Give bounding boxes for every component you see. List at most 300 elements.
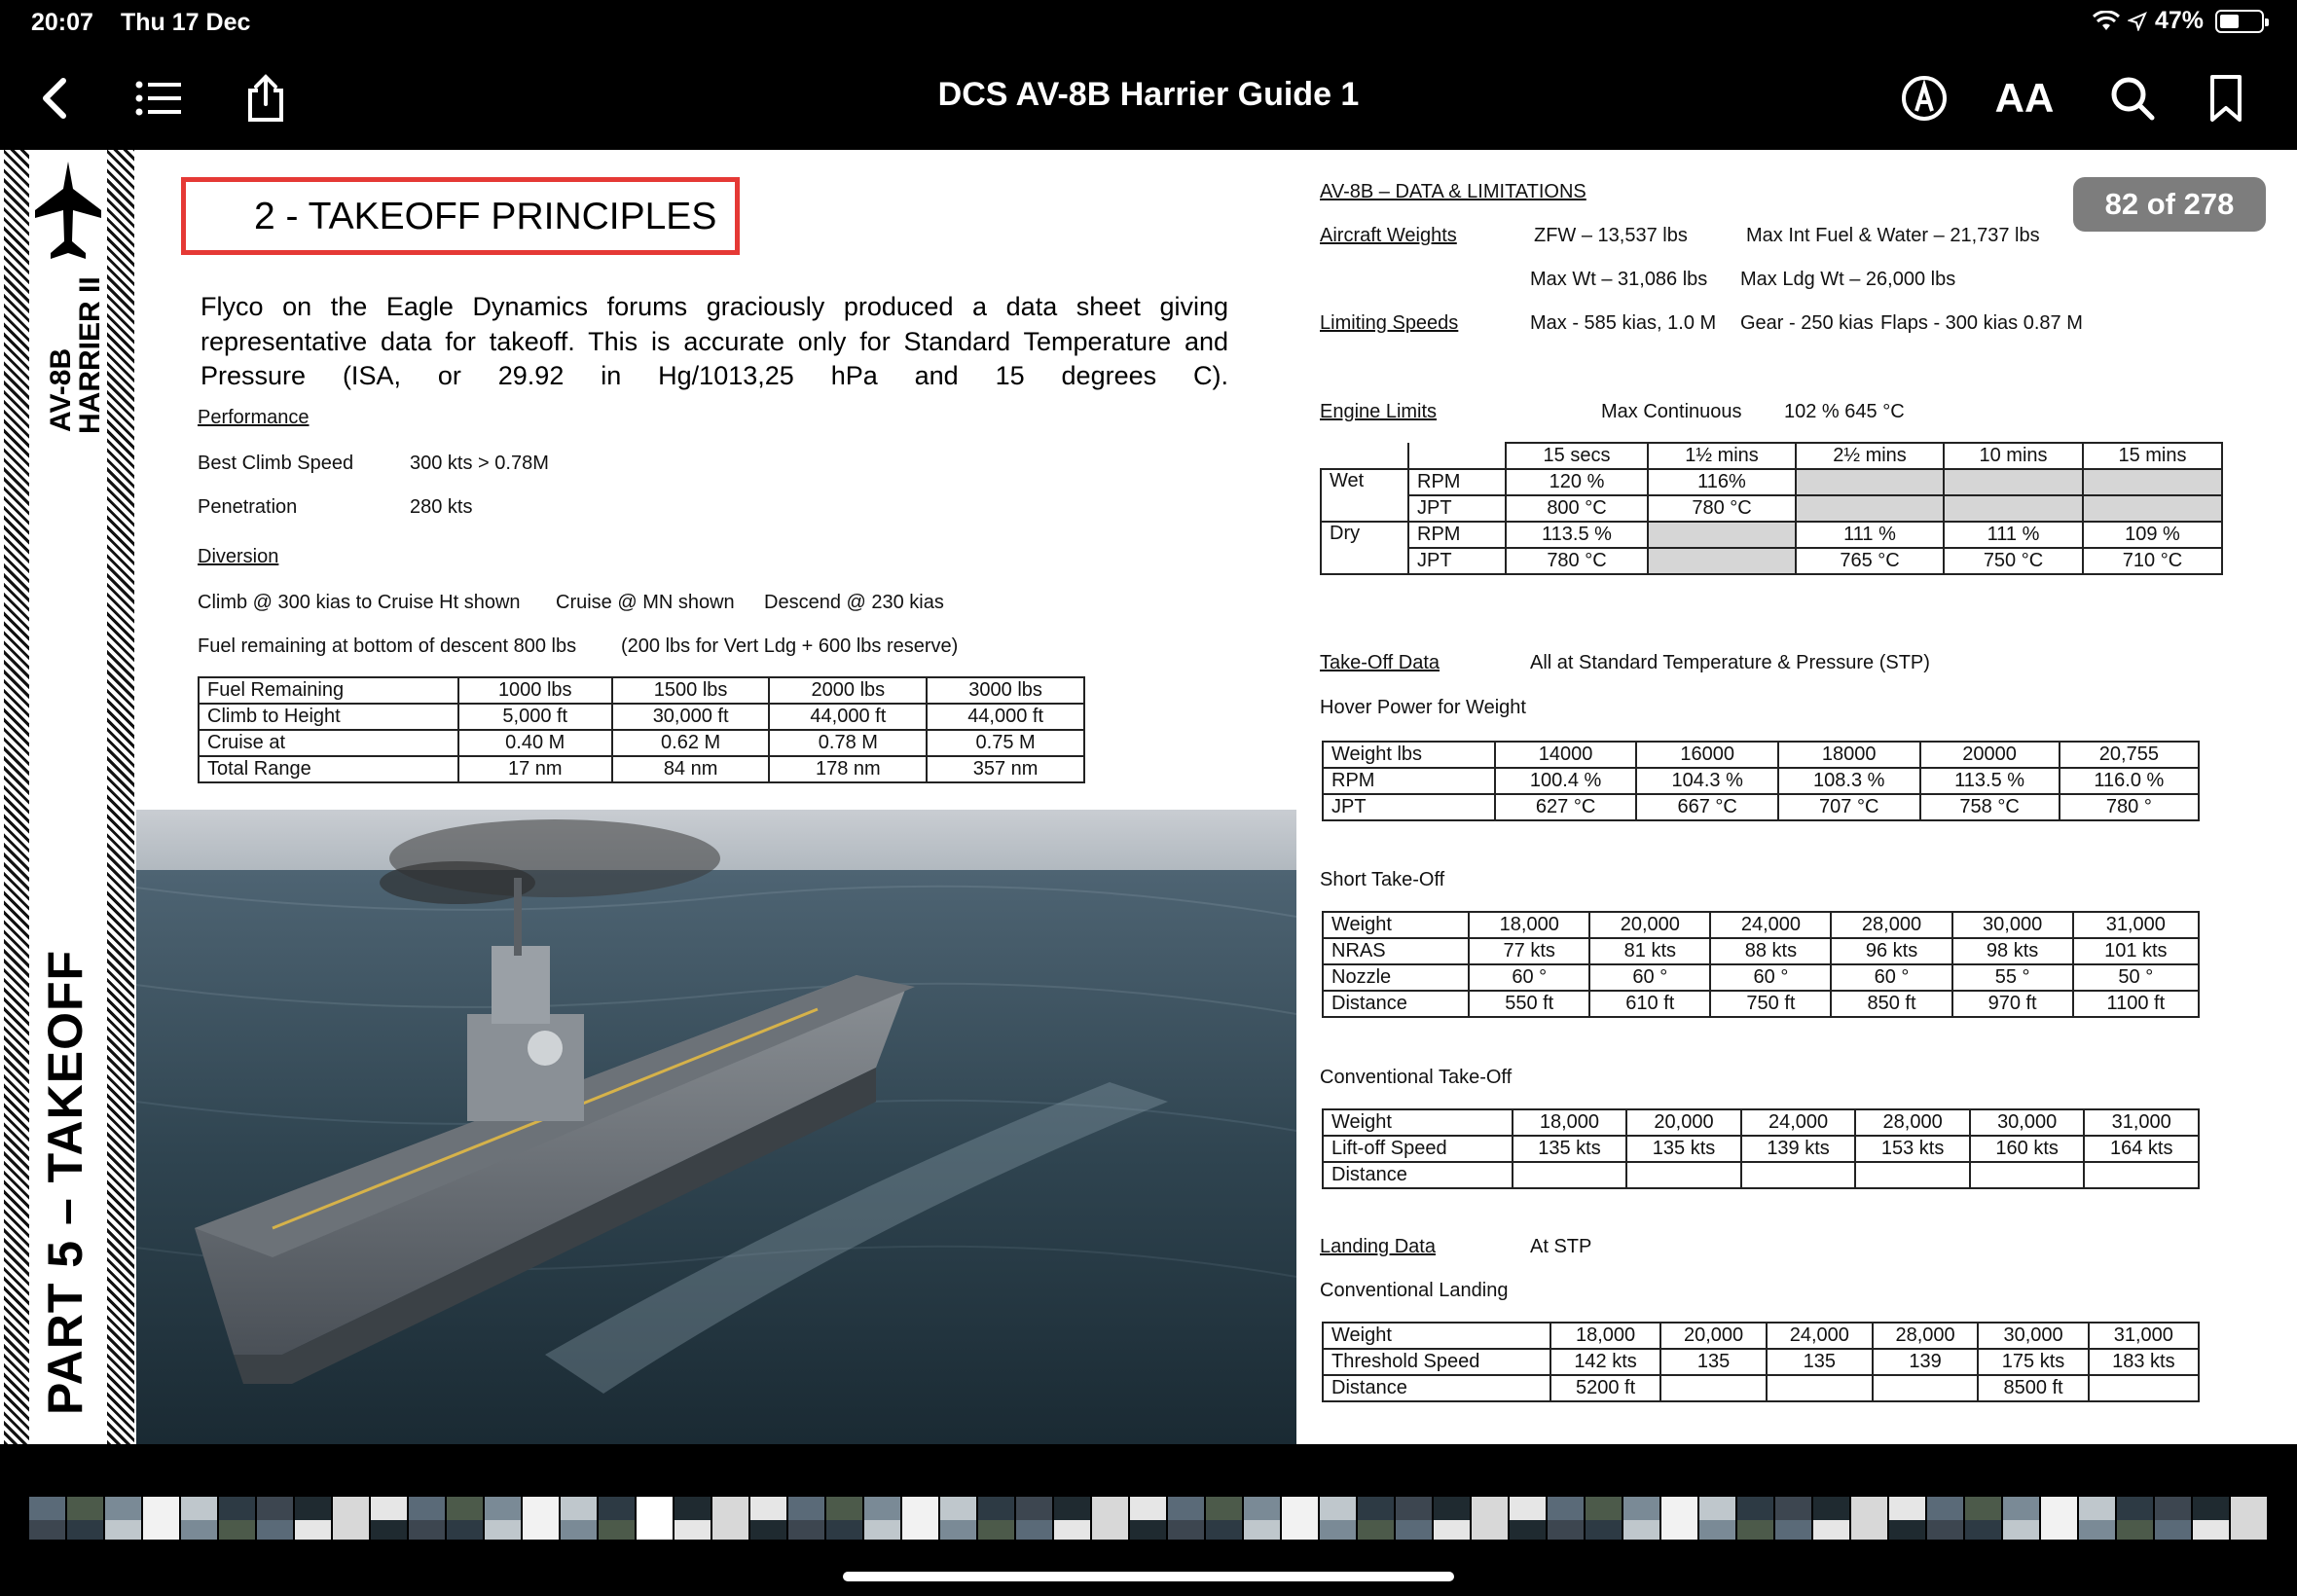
table-cell: 850 ft	[1831, 991, 1951, 1017]
page-thumbnail[interactable]	[371, 1497, 407, 1540]
table-cell: 60 °	[1710, 964, 1831, 991]
page-thumbnail[interactable]	[1282, 1497, 1318, 1540]
harrier-jet-icon	[33, 160, 103, 269]
column-header-cell: 15 secs	[1506, 443, 1648, 469]
table-cell: 550 ft	[1469, 991, 1589, 1017]
page-thumbnail[interactable]	[257, 1497, 293, 1540]
row-header-cell: Cruise at	[199, 730, 458, 756]
page-thumbnail[interactable]	[1775, 1497, 1811, 1540]
sidebar-hatch-left	[4, 150, 31, 1444]
table-cell: 14000	[1495, 742, 1637, 768]
table-cell: 24,000	[1741, 1109, 1856, 1136]
conventional-landing-title: Conventional Landing	[1320, 1280, 1509, 1301]
row-header-cell: Threshold Speed	[1323, 1349, 1550, 1375]
page-thumbnail[interactable]	[637, 1497, 673, 1540]
page-thumbnail[interactable]	[750, 1497, 786, 1540]
table-cell	[1408, 443, 1506, 469]
table-cell	[1873, 1375, 1979, 1401]
page-thumbnail[interactable]	[67, 1497, 103, 1540]
row-header-cell: Distance	[1323, 991, 1469, 1017]
table-cell: 1100 ft	[2073, 991, 2199, 1017]
page-thumbnail[interactable]	[333, 1497, 369, 1540]
diversion-cruise: Cruise @ MN shown	[556, 592, 735, 613]
max-continuous-value: 102 % 645 °C	[1784, 401, 1905, 422]
page-thumbnail[interactable]	[1661, 1497, 1697, 1540]
page-thumbnail[interactable]	[485, 1497, 521, 1540]
table-cell: 135	[1767, 1349, 1873, 1375]
page-thumbnail[interactable]	[1396, 1497, 1432, 1540]
page-thumbnail[interactable]	[1092, 1497, 1128, 1540]
table-cell	[1944, 495, 2083, 522]
markup-button[interactable]	[1894, 68, 1954, 128]
table-row	[1321, 469, 2222, 495]
page-thumbnail[interactable]	[712, 1497, 748, 1540]
column-header-cell: 10 mins	[1944, 443, 2083, 469]
page-thumbnail[interactable]	[599, 1497, 635, 1540]
short-takeoff-table	[1322, 911, 2200, 1018]
page-thumbnail[interactable]	[1737, 1497, 1773, 1540]
table-cell: 108.3 %	[1778, 768, 1920, 794]
table-cell	[2089, 1375, 2199, 1401]
table-cell: 758 °C	[1920, 794, 2060, 820]
table-cell: 116.0 %	[2060, 768, 2199, 794]
page-thumbnail[interactable]	[1699, 1497, 1735, 1540]
max-ldg-wt-value: Max Ldg Wt – 26,000 lbs	[1740, 269, 1956, 290]
table-cell	[1321, 443, 1408, 469]
zfw-value: ZFW – 13,537 lbs	[1534, 225, 1688, 246]
row-header-cell: Weight	[1323, 1323, 1550, 1349]
table-cell: 31,000	[2084, 1109, 2199, 1136]
status-bar	[0, 0, 2297, 47]
table-cell: 627 °C	[1495, 794, 1637, 820]
bookmark-button[interactable]	[2196, 68, 2256, 128]
search-icon	[2109, 75, 2156, 122]
page-thumbnail[interactable]	[2003, 1497, 2039, 1540]
page-thumbnail[interactable]	[1965, 1497, 2001, 1540]
table-cell	[1741, 1162, 1856, 1188]
wifi-icon	[2093, 11, 2120, 32]
back-button[interactable]	[25, 68, 86, 128]
page-thumbnail[interactable]	[1927, 1497, 1963, 1540]
page-thumbnail[interactable]	[219, 1497, 255, 1540]
table-cell: 780 °C	[1506, 548, 1648, 574]
table-cell: 113.5 %	[1920, 768, 2060, 794]
table-cell: 30,000 ft	[612, 704, 770, 730]
row-header-cell: Lift-off Speed	[1323, 1136, 1513, 1162]
max-int-fuel-value: Max Int Fuel & Water – 21,737 lbs	[1746, 225, 2040, 246]
page-thumbnail[interactable]	[143, 1497, 179, 1540]
table-cell: 31,000	[2089, 1323, 2199, 1349]
max-continuous-label: Max Continuous	[1601, 401, 1742, 422]
page-thumbnail[interactable]	[1054, 1497, 1090, 1540]
table-cell	[1626, 1162, 1741, 1188]
page-thumbnail[interactable]	[826, 1497, 862, 1540]
table-cell: 800 °C	[1506, 495, 1648, 522]
table-cell: 60 °	[1831, 964, 1951, 991]
table-cell: 28,000	[1855, 1109, 1970, 1136]
parameter-cell: JPT	[1408, 495, 1506, 522]
parameter-cell: RPM	[1408, 522, 1506, 548]
table-row	[1323, 1109, 2199, 1136]
page-indicator: 82 of 278	[2073, 177, 2266, 232]
table-cell: 111 %	[1796, 522, 1944, 548]
column-header-cell: 2½ mins	[1796, 443, 1944, 469]
hover-power-title: Hover Power for Weight	[1320, 697, 1526, 718]
conventional-takeoff-title: Conventional Take-Off	[1320, 1067, 1513, 1088]
parameter-cell: JPT	[1408, 548, 1506, 574]
battery-level	[2220, 15, 2239, 28]
table-cell: 3000 lbs	[927, 677, 1084, 704]
table-cell: 139 kts	[1741, 1136, 1856, 1162]
table-cell: 707 °C	[1778, 794, 1920, 820]
table-cell: 98 kts	[1952, 938, 2073, 964]
max-wt-value: Max Wt – 31,086 lbs	[1530, 269, 1708, 290]
toolbar	[0, 47, 2297, 150]
table-row	[1323, 991, 2199, 1017]
page-thumbnail-strip[interactable]	[29, 1497, 2268, 1540]
page-thumbnail[interactable]	[1889, 1497, 1925, 1540]
table-row	[1323, 912, 2199, 938]
thumbnail-bar	[0, 1444, 2297, 1596]
speeds-title: Limiting Speeds	[1320, 312, 1459, 334]
page-thumbnail[interactable]	[1434, 1497, 1470, 1540]
table-row	[1323, 1375, 2199, 1401]
page-thumbnail[interactable]	[105, 1497, 141, 1540]
weights-title: Aircraft Weights	[1320, 225, 1457, 246]
table-cell: 183 kts	[2089, 1349, 2199, 1375]
table-row	[1321, 548, 2222, 574]
table-row	[1323, 794, 2199, 820]
status-indicators	[2093, 7, 2264, 35]
table-cell: 30,000	[1970, 1109, 2085, 1136]
table-cell: 780 °	[2060, 794, 2199, 820]
page-thumbnail[interactable]	[1320, 1497, 1356, 1540]
max-speed-value: Max - 585 kias, 1.0 M	[1530, 312, 1717, 334]
table-cell: 20,000	[1626, 1109, 1741, 1136]
page-thumbnail[interactable]	[1130, 1497, 1166, 1540]
row-header-cell: JPT	[1323, 794, 1495, 820]
page-thumbnail[interactable]	[2117, 1497, 2153, 1540]
diversion-table	[198, 676, 1085, 783]
mode-cell: Wet	[1321, 469, 1408, 495]
table-cell: 0.75 M	[927, 730, 1084, 756]
table-row	[1323, 1349, 2199, 1375]
page-thumbnail[interactable]	[1472, 1497, 1508, 1540]
page-thumbnail[interactable]	[1586, 1497, 1622, 1540]
table-cell: 135 kts	[1626, 1136, 1741, 1162]
page-thumbnail[interactable]	[1510, 1497, 1546, 1540]
page-thumbnail[interactable]	[2193, 1497, 2229, 1540]
document-page[interactable]	[0, 150, 2297, 1444]
table-cell: 88 kts	[1710, 938, 1831, 964]
table-cell: 0.40 M	[458, 730, 612, 756]
table-row	[1321, 495, 2222, 522]
table-row	[199, 756, 1084, 782]
short-takeoff-title: Short Take-Off	[1320, 869, 1445, 890]
performance-title: Performance	[198, 407, 310, 428]
location-icon	[2128, 12, 2147, 31]
table-cell	[1970, 1162, 2085, 1188]
table-cell: 100.4 %	[1495, 768, 1637, 794]
search-button[interactable]	[2102, 68, 2163, 128]
page-thumbnail[interactable]	[29, 1497, 65, 1540]
table-cell: 30,000	[1978, 1323, 2088, 1349]
table-row	[199, 677, 1084, 704]
diversion-descend: Descend @ 230 kias	[764, 592, 944, 613]
row-header-cell: Weight	[1323, 912, 1469, 938]
sidebar-section: PART 5 – TAKEOFF	[38, 949, 92, 1415]
table-cell	[1767, 1375, 1873, 1401]
table-cell	[1648, 548, 1796, 574]
table-row	[199, 730, 1084, 756]
table-cell: 1500 lbs	[612, 677, 770, 704]
sidebar-hatch-right	[107, 150, 134, 1444]
share-icon	[244, 73, 287, 124]
home-indicator[interactable]	[843, 1572, 1454, 1581]
page-thumbnail[interactable]	[561, 1497, 597, 1540]
page-thumbnail[interactable]	[2079, 1497, 2115, 1540]
text-size-icon: AA	[1994, 75, 2055, 121]
section-heading-text: 2 - TAKEOFF PRINCIPLES	[254, 196, 717, 237]
table-cell: 50 °	[2073, 964, 2199, 991]
table-cell: 60 °	[1469, 964, 1589, 991]
row-header-cell: Weight lbs	[1323, 742, 1495, 768]
mode-cell	[1321, 548, 1408, 574]
markup-icon	[1900, 74, 1949, 123]
conventional-landing-table	[1322, 1322, 2200, 1402]
battery-icon	[2215, 10, 2264, 33]
page-thumbnail[interactable]	[1244, 1497, 1280, 1540]
table-cell: 610 ft	[1589, 991, 1710, 1017]
table-cell: 5200 ft	[1550, 1375, 1660, 1401]
table-cell: 8500 ft	[1978, 1375, 2088, 1401]
table-cell: 96 kts	[1831, 938, 1951, 964]
page-thumbnail[interactable]	[447, 1497, 483, 1540]
table-cell: 18,000	[1550, 1323, 1660, 1349]
diversion-climb: Climb @ 300 kias to Cruise Ht shown	[198, 592, 521, 613]
table-cell: 55 °	[1952, 964, 2073, 991]
takeoff-data-title: Take-Off Data	[1320, 652, 1440, 673]
engine-limits-title: Engine Limits	[1320, 401, 1438, 422]
table-row	[1323, 768, 2199, 794]
table-cell: 750 °C	[1944, 548, 2083, 574]
table-cell: 20,755	[2060, 742, 2199, 768]
table-cell: 20,000	[1589, 912, 1710, 938]
table-cell: 135	[1660, 1349, 1767, 1375]
status-date: Thu 17 Dec	[121, 9, 251, 36]
share-button[interactable]	[236, 68, 296, 128]
page-thumbnail[interactable]	[788, 1497, 824, 1540]
row-header-cell: Weight	[1323, 1109, 1513, 1136]
table-cell: 101 kts	[2073, 938, 2199, 964]
table-cell: 710 °C	[2083, 548, 2222, 574]
diversion-reserve: (200 lbs for Vert Ldg + 600 lbs reserve)	[621, 635, 959, 657]
table-cell: 0.62 M	[612, 730, 770, 756]
table-cell	[1944, 469, 2083, 495]
table-cell: 1000 lbs	[458, 677, 612, 704]
table-cell: 111 %	[1944, 522, 2083, 548]
diversion-fuel-remaining: Fuel remaining at bottom of descent 800 lbs	[198, 635, 577, 657]
table-cell: 24,000	[1710, 912, 1831, 938]
page-thumbnail[interactable]	[409, 1497, 445, 1540]
table-row	[1323, 964, 2199, 991]
section-heading	[181, 177, 740, 255]
table-row	[1323, 1136, 2199, 1162]
table-cell: 44,000 ft	[927, 704, 1084, 730]
table-cell: 31,000	[2073, 912, 2199, 938]
table-cell: 160 kts	[1970, 1136, 2085, 1162]
landing-data-note: At STP	[1530, 1236, 1592, 1257]
row-header-cell: NRAS	[1323, 938, 1469, 964]
table-cell: 44,000 ft	[769, 704, 927, 730]
row-header-cell: Distance	[1323, 1162, 1513, 1188]
row-header-cell: Climb to Height	[199, 704, 458, 730]
table-cell: 20000	[1920, 742, 2060, 768]
document-title: DCS AV-8B Harrier Guide 1	[937, 76, 1360, 113]
table-row	[1323, 1323, 2199, 1349]
gear-speed-value: Gear - 250 kias	[1740, 312, 1874, 334]
table-cell: 120 %	[1506, 469, 1648, 495]
takeoff-data-note: All at Standard Temperature & Pressure (STP)	[1530, 652, 1930, 673]
engine-limits-table	[1320, 442, 2223, 575]
table-row	[1321, 522, 2222, 548]
table-row	[1323, 938, 2199, 964]
table-cell: 84 nm	[612, 756, 770, 782]
page-thumbnail[interactable]	[978, 1497, 1014, 1540]
flaps-speed-value: Flaps - 300 kias 0.87 M	[1880, 312, 2083, 334]
table-cell	[1796, 469, 1944, 495]
page-thumbnail[interactable]	[181, 1497, 217, 1540]
limits-title: AV-8B – DATA & LIMITATIONS	[1320, 181, 1586, 202]
page-thumbnail[interactable]	[1548, 1497, 1584, 1540]
table-cell: 139	[1873, 1349, 1979, 1375]
contents-icon	[134, 79, 183, 118]
table-cell: 175 kts	[1978, 1349, 2088, 1375]
row-header-cell: Total Range	[199, 756, 458, 782]
table-cell	[2083, 495, 2222, 522]
table-row	[1321, 443, 2222, 469]
conventional-takeoff-table	[1322, 1108, 2200, 1189]
table-cell	[2083, 469, 2222, 495]
table-cell: 357 nm	[927, 756, 1084, 782]
row-header-cell: Distance	[1323, 1375, 1550, 1401]
table-cell: 113.5 %	[1506, 522, 1648, 548]
table-cell: 164 kts	[2084, 1136, 2199, 1162]
table-cell: 109 %	[2083, 522, 2222, 548]
best-climb-value: 300 kts > 0.78M	[410, 453, 549, 474]
column-header-cell: 1½ mins	[1648, 443, 1796, 469]
page-thumbnail[interactable]	[1016, 1497, 1052, 1540]
page-thumbnail[interactable]	[2155, 1497, 2191, 1540]
table-cell	[1513, 1162, 1627, 1188]
sidebar-name: HARRIER II	[74, 276, 106, 434]
table-cell: 970 ft	[1952, 991, 2073, 1017]
page-thumbnail[interactable]	[864, 1497, 900, 1540]
table-cell: 135 kts	[1513, 1136, 1627, 1162]
page-thumbnail[interactable]	[295, 1497, 331, 1540]
table-cell: 780 °C	[1648, 495, 1796, 522]
table-cell: 104.3 %	[1636, 768, 1778, 794]
table-cell: 5,000 ft	[458, 704, 612, 730]
page-thumbnail[interactable]	[1168, 1497, 1204, 1540]
page-thumbnail[interactable]	[675, 1497, 711, 1540]
table-cell: 18,000	[1513, 1109, 1627, 1136]
table-cell: 77 kts	[1469, 938, 1589, 964]
table-cell: 116%	[1648, 469, 1796, 495]
page-thumbnail[interactable]	[1623, 1497, 1659, 1540]
row-header-cell: RPM	[1323, 768, 1495, 794]
page-thumbnail[interactable]	[1206, 1497, 1242, 1540]
table-row	[1323, 1162, 2199, 1188]
ship-photo	[136, 810, 1296, 1444]
page-thumbnail[interactable]	[523, 1497, 559, 1540]
hover-power-table	[1322, 741, 2200, 821]
back-icon	[36, 75, 75, 122]
page-thumbnail[interactable]	[1358, 1497, 1394, 1540]
diversion-title: Diversion	[198, 546, 279, 567]
page-thumbnail[interactable]	[902, 1497, 938, 1540]
table-cell: 24,000	[1767, 1323, 1873, 1349]
table-cell: 30,000	[1952, 912, 2073, 938]
table-cell: 20,000	[1660, 1323, 1767, 1349]
table-cell	[1796, 495, 1944, 522]
table-cell	[2084, 1162, 2199, 1188]
bookmark-icon	[2206, 73, 2245, 124]
table-cell: 667 °C	[1636, 794, 1778, 820]
table-row	[1323, 742, 2199, 768]
table-cell: 765 °C	[1796, 548, 1944, 574]
table-cell: 18,000	[1469, 912, 1589, 938]
table-cell	[1855, 1162, 1970, 1188]
page-thumbnail[interactable]	[940, 1497, 976, 1540]
contents-button[interactable]	[128, 68, 189, 128]
table-cell: 18000	[1778, 742, 1920, 768]
table-cell: 142 kts	[1550, 1349, 1660, 1375]
table-cell: 750 ft	[1710, 991, 1831, 1017]
table-cell: 16000	[1636, 742, 1778, 768]
intro-paragraph: Flyco on the Eagle Dynamics forums graciously produced a data sheet giving representative data for takeoff. This is accurate only for Standard Temperature and Pressure (ISA, or 29.92 in Hg/1013,25 hPa and 15 degrees C).	[201, 292, 1228, 390]
column-header-cell: 15 mins	[2083, 443, 2222, 469]
table-cell: 2000 lbs	[769, 677, 927, 704]
table-cell	[1660, 1375, 1767, 1401]
best-climb-label: Best Climb Speed	[198, 453, 354, 474]
mode-cell	[1321, 495, 1408, 522]
row-header-cell: Fuel Remaining	[199, 677, 458, 704]
table-cell: 153 kts	[1855, 1136, 1970, 1162]
page-thumbnail[interactable]	[1851, 1497, 1887, 1540]
sidebar-model: AV-8B	[45, 347, 77, 432]
table-cell: 81 kts	[1589, 938, 1710, 964]
table-cell: 17 nm	[458, 756, 612, 782]
page-thumbnail[interactable]	[1813, 1497, 1849, 1540]
landing-data-title: Landing Data	[1320, 1236, 1436, 1257]
table-cell: 178 nm	[769, 756, 927, 782]
page-thumbnail[interactable]	[2041, 1497, 2077, 1540]
table-cell: 28,000	[1873, 1323, 1979, 1349]
table-cell: 60 °	[1589, 964, 1710, 991]
table-cell: 28,000	[1831, 912, 1951, 938]
chapter-sidebar	[0, 150, 136, 1444]
table-row	[199, 704, 1084, 730]
status-time: 20:07	[31, 9, 93, 36]
row-header-cell: Nozzle	[1323, 964, 1469, 991]
battery-percent: 47%	[2154, 7, 2204, 34]
text-size-button[interactable]	[1991, 68, 2058, 128]
page-thumbnail[interactable]	[2231, 1497, 2267, 1540]
table-cell: 0.78 M	[769, 730, 927, 756]
penetration-label: Penetration	[198, 496, 298, 518]
table-cell	[1648, 522, 1796, 548]
